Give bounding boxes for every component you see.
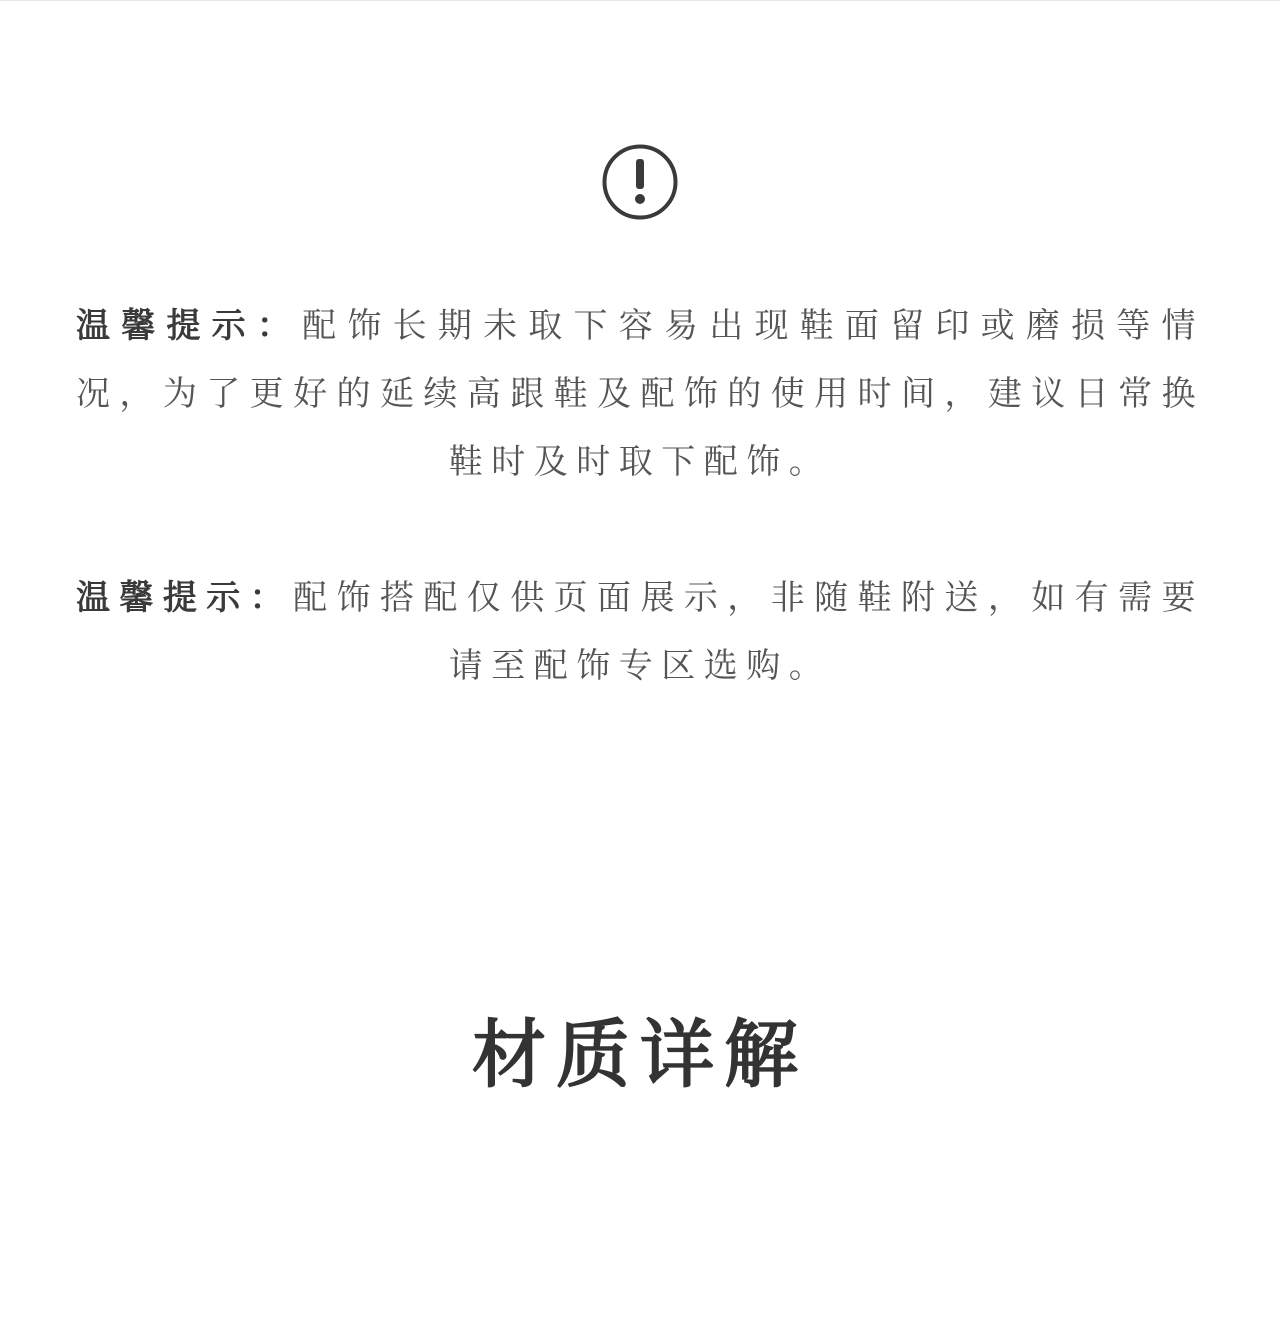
- notice-label: 温馨提示：: [76, 578, 294, 618]
- exclamation-circle-icon: [601, 143, 679, 221]
- section-title: 材质详解: [472, 1012, 808, 1098]
- top-divider: [0, 0, 1280, 1]
- care-notice: [76, 292, 1204, 496]
- notice-text: 配饰搭配仅供页面展示，非随鞋附送，如有需要请至配饰专区选购。: [293, 578, 1205, 686]
- notice-label: 温馨提示：: [76, 306, 303, 346]
- notice-text: 配饰长期未取下容易出现鞋面留印或磨损等情况，为了更好的延续高跟鞋及配饰的使用时间，建议日常换鞋时及时取下配饰。: [76, 306, 1205, 482]
- accessory-notice: [76, 564, 1204, 700]
